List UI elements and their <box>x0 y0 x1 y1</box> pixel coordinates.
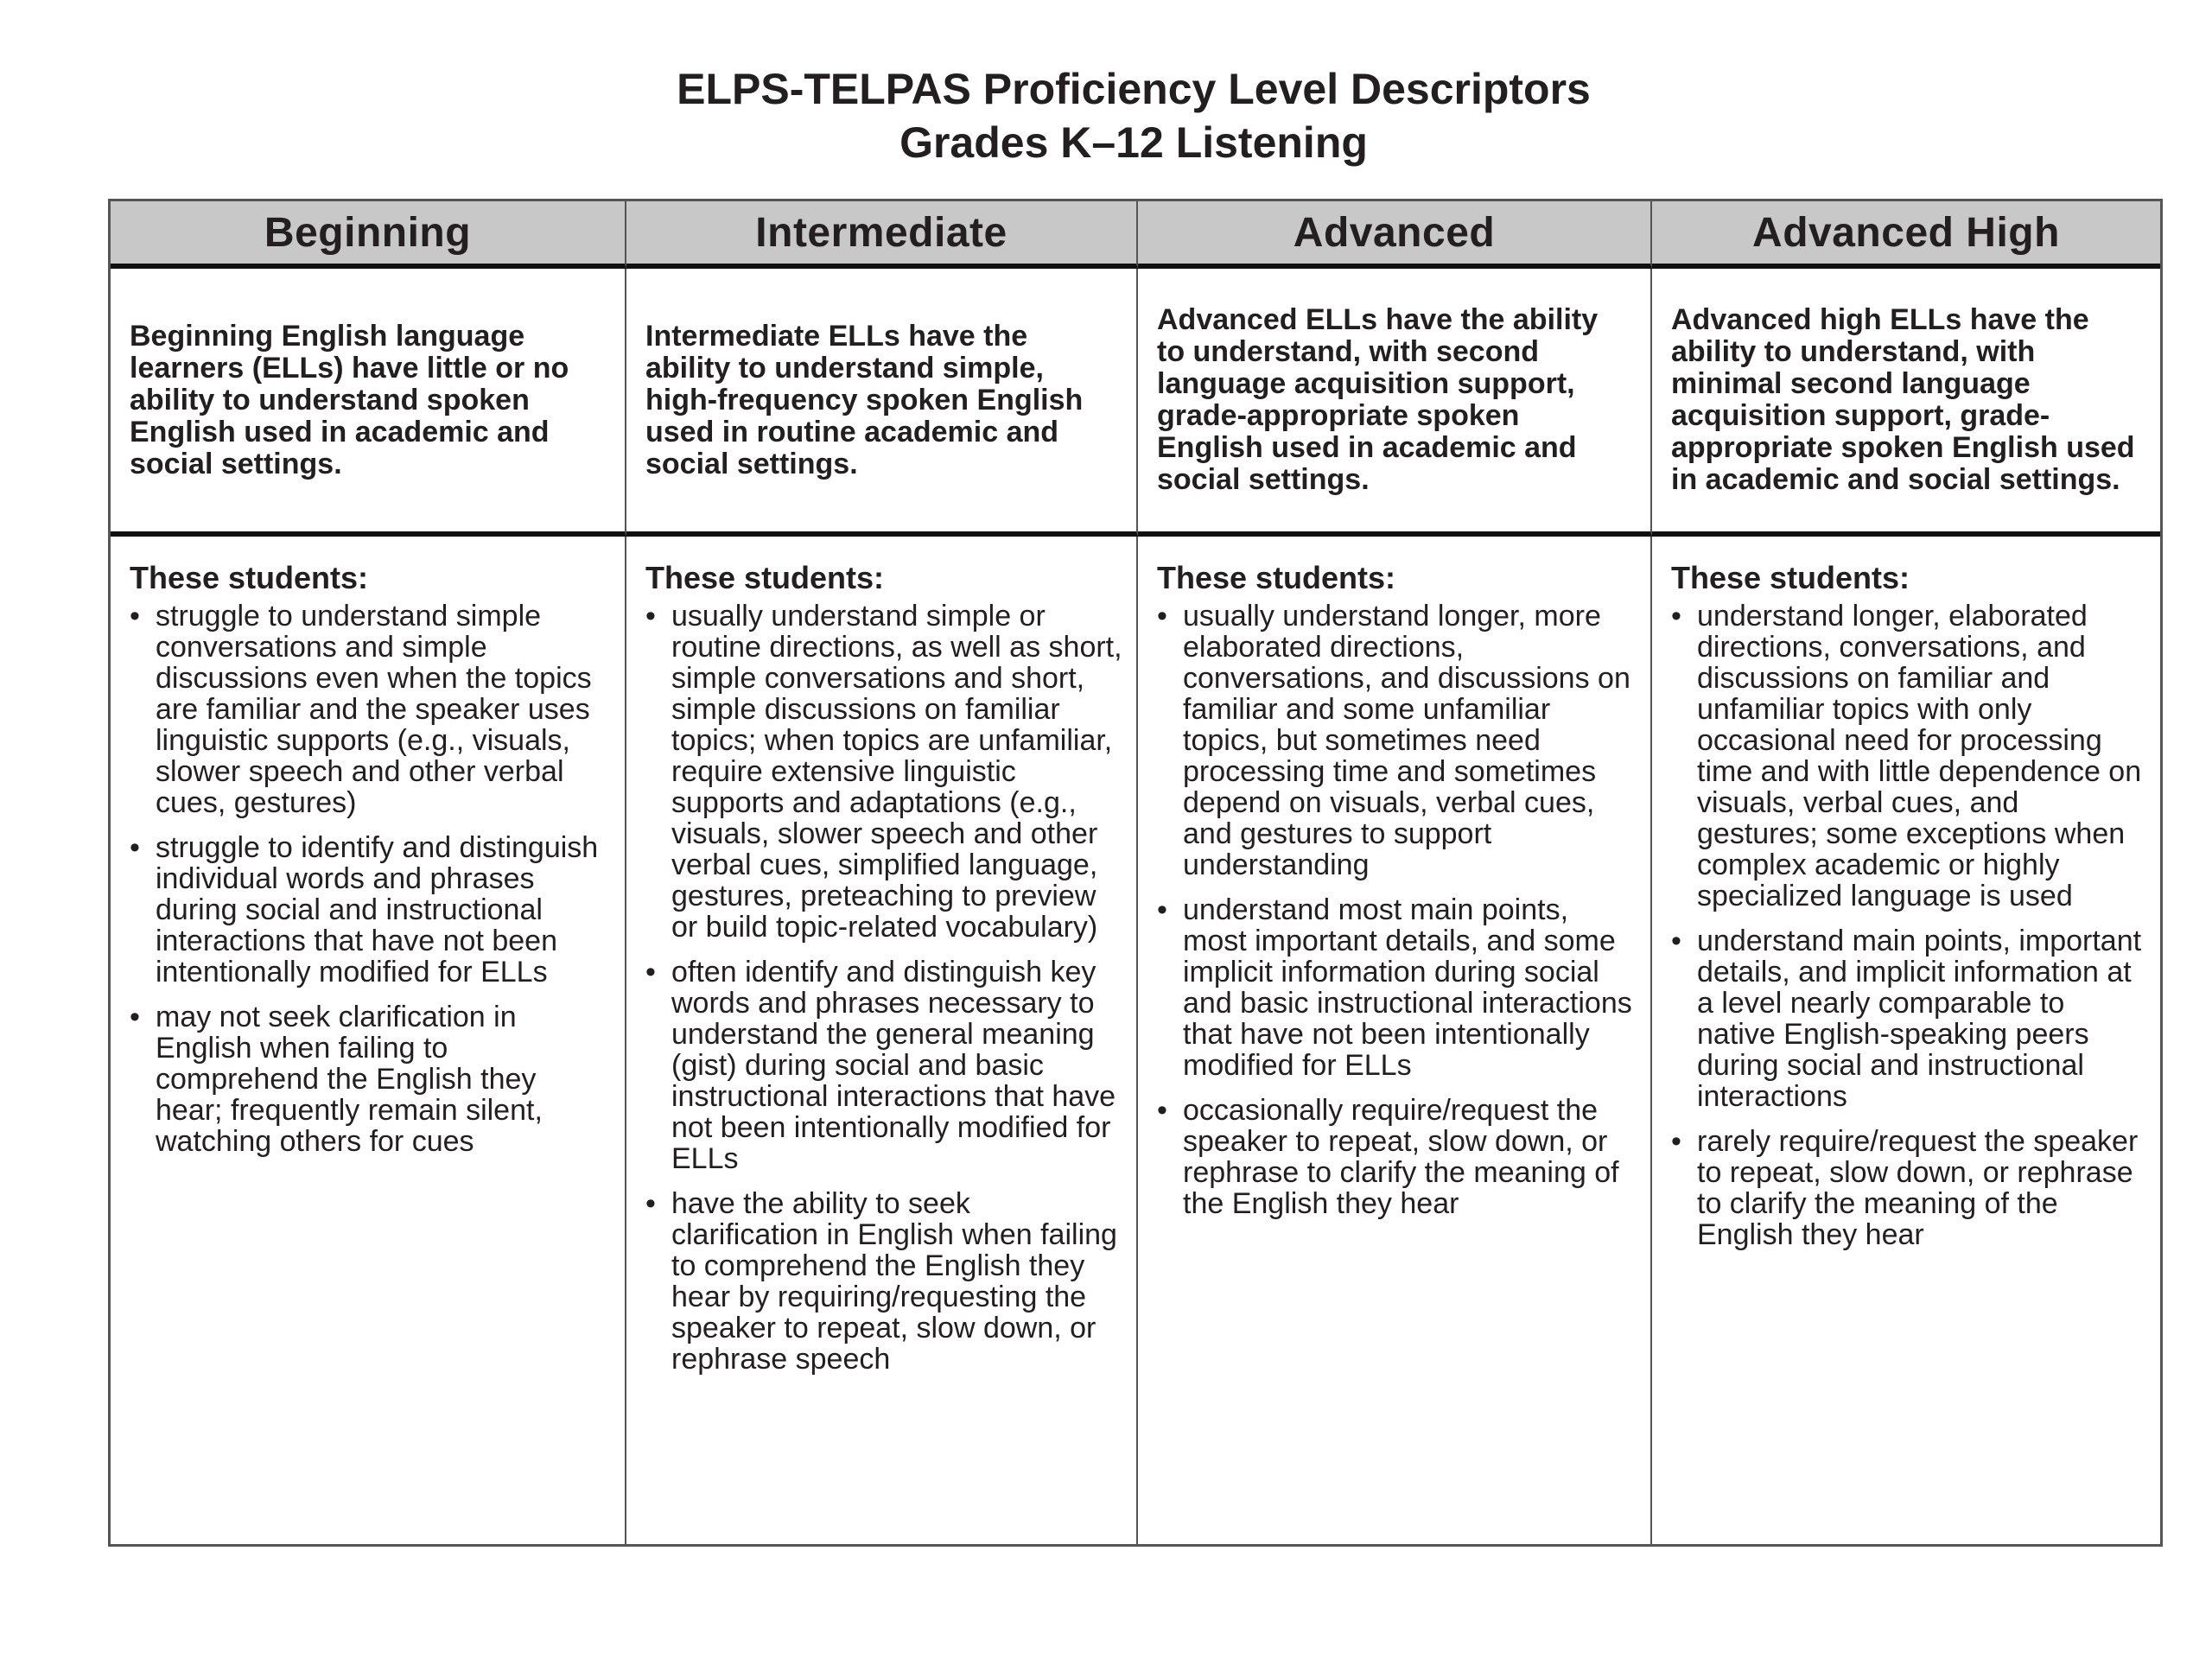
summary-cell-intermediate <box>626 269 1138 537</box>
detail-cell-advanced-high <box>1652 537 2160 1544</box>
list-item: • struggle to understand simple conversations and simple discussions even when the topics are familiar and the speaker uses linguistic supports (e.g., visuals, slower speech and other verbal cues, gestures) <box>130 601 611 818</box>
detail-cell-advanced <box>1138 537 1652 1544</box>
list-item: • struggle to identify and distinguish individual words and phrases during social and instructional interactions that have not been intentionally modified for ELLs <box>130 832 611 988</box>
bullet-list <box>130 601 611 1157</box>
title-line-2: Grades K–12 Listening <box>899 118 1368 167</box>
summary-text: Intermediate ELLs have the ability to understand simple, high-frequency spoken English used in routine academic and social settings. <box>645 319 1084 480</box>
proficiency-table <box>108 199 2163 1547</box>
list-item: • understand main points, important details, and implicit information at a level nearly comparable to native English-speaking peers during social and instructional interactions <box>1671 925 2146 1112</box>
summary-text: Beginning English language learners (ELLs) have little or no ability to understand spoken English used in academic and social settings. <box>130 319 569 480</box>
detail-lead: These students: <box>1157 560 1396 595</box>
summary-text: Advanced ELLs have the ability to understand, with second language acquisition support, grade-appropriate spoken English used in academic and social settings. <box>1157 303 1599 496</box>
summary-text: Advanced high ELLs have the ability to understand, with minimal second language acquisition support, grade-appropriate spoken English used in academic and social settings. <box>1671 303 2135 496</box>
detail-cell-beginning <box>111 537 626 1544</box>
detail-lead: These students: <box>1671 560 1910 595</box>
column-heading-beginning: Beginning <box>111 201 626 269</box>
list-item: • rarely require/request the speaker to repeat, slow down, or rephrase to clarify the meaning of the English they hear <box>1671 1126 2146 1250</box>
detail-lead: These students: <box>130 560 369 595</box>
summary-cell-beginning <box>111 269 626 537</box>
list-item: • understand longer, elaborated directions, conversations, and discussions on familiar and unfamiliar topics with only occasional need for processing time and with little dependence on visuals, verbal cues, and gestures; some exceptions when complex academic or highly specialized language is used <box>1671 601 2146 912</box>
bullet-list <box>1157 601 1637 1219</box>
bullet-list <box>1671 601 2146 1250</box>
list-item: • occasionally require/request the speaker to repeat, slow down, or rephrase to clarify the meaning of the English they hear <box>1157 1095 1637 1219</box>
list-item: • understand most main points, most important details, and some implicit information during social and basic instructional interactions that have not been intentionally modified for ELLs <box>1157 894 1637 1081</box>
column-heading-advanced-high: Advanced High <box>1652 201 2160 269</box>
list-item: • may not seek clarification in English when failing to comprehend the English they hear; frequently remain silent, watching others for cues <box>130 1001 611 1157</box>
summary-cell-advanced <box>1138 269 1652 537</box>
detail-cell-intermediate <box>626 537 1138 1544</box>
list-item: • usually understand longer, more elaborated directions, conversations, and discussions on familiar and some unfamiliar topics, but sometimes need processing time and sometimes depend on visuals, verbal cues, and gestures to support understanding <box>1157 601 1637 880</box>
column-heading-intermediate: Intermediate <box>626 201 1138 269</box>
list-item: • often identify and distinguish key words and phrases necessary to understand the general meaning (gist) during social and basic instructional interactions that have not been intentionally modified for ELLs <box>645 957 1122 1174</box>
detail-lead: These students: <box>645 560 885 595</box>
title-line-1: ELPS-TELPAS Proficiency Level Descriptors <box>677 65 1591 113</box>
bullet-list <box>645 601 1122 1375</box>
summary-cell-advanced-high <box>1652 269 2160 537</box>
page-title <box>0 62 2212 169</box>
column-heading-advanced: Advanced <box>1138 201 1652 269</box>
list-item: • usually understand simple or routine directions, as well as short, simple conversations and short, simple discussions on familiar topics; when topics are unfamiliar, require extensive linguistic supports and adaptations (e.g., visuals, slower speech and other verbal cues, simplified language, gestures, preteaching to preview or build topic-related vocabulary) <box>645 601 1122 943</box>
list-item: • have the ability to seek clarification in English when failing to comprehend the English they hear by requiring/requesting the speaker to repeat, slow down, or rephrase speech <box>645 1188 1122 1375</box>
